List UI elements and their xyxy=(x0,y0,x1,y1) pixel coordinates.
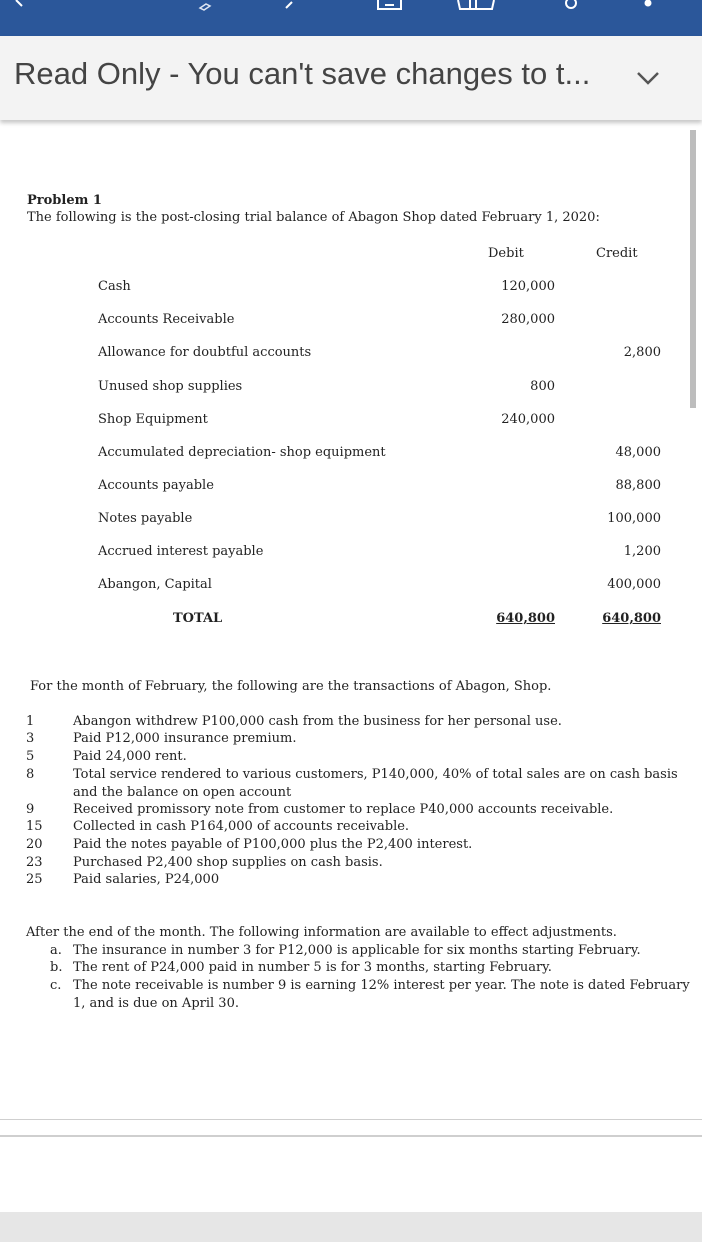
chevron-down-icon[interactable] xyxy=(634,64,662,92)
account-name: Allowance for doubtful accounts xyxy=(98,345,312,360)
debit-amount: 120,000 xyxy=(501,279,555,294)
account-name: Accumulated depreciation- shop equipment xyxy=(98,445,386,460)
credit-amount: 100,000 xyxy=(607,511,661,526)
credit-amount: 1,200 xyxy=(623,544,661,559)
total-debit: 640,800 xyxy=(496,611,555,626)
transaction-day: 23 xyxy=(26,855,43,870)
debit-amount: 280,000 xyxy=(501,312,555,327)
account-name: Unused shop supplies xyxy=(98,379,243,394)
search-icon[interactable] xyxy=(560,0,580,14)
transaction-text: Abangon withdrew P100,000 cash from the business for her personal use. xyxy=(73,714,562,729)
adjustments-intro: After the end of the month. The following information are available to effect adjustments. xyxy=(26,925,617,940)
transaction-text: Paid P12,000 insurance premium. xyxy=(73,731,297,746)
document-page xyxy=(0,120,702,1120)
account-name: Abangon, Capital xyxy=(98,577,212,592)
transaction-text: Received promissory note from customer to replace P40,000 accounts receivable. xyxy=(73,802,614,817)
total-label: TOTAL xyxy=(173,611,223,626)
page-divider xyxy=(0,1119,702,1120)
transaction-day: 25 xyxy=(26,872,43,887)
transaction-day: 15 xyxy=(26,819,43,834)
more-icon[interactable] xyxy=(638,0,658,14)
problem-intro: The following is the post-closing trial balance of Abagon Shop dated February 1, 2020: xyxy=(27,210,600,225)
debit-amount: 800 xyxy=(530,379,555,394)
read-only-message: Read Only - You can't save changes to t... xyxy=(14,56,591,91)
forward-icon[interactable] xyxy=(282,0,302,14)
document-icon[interactable] xyxy=(376,0,404,14)
book-icon[interactable] xyxy=(456,0,496,14)
transactions-intro: For the month of February, the following are the transactions of Abagon, Shop. xyxy=(30,679,552,694)
adjustment-letter: a. xyxy=(50,943,62,958)
pen-icon[interactable] xyxy=(196,0,220,14)
transaction-text: Paid 24,000 rent. xyxy=(73,749,187,764)
adjustment-letter: b. xyxy=(50,960,63,975)
transaction-day: 1 xyxy=(26,714,35,729)
account-name: Cash xyxy=(98,279,131,294)
account-name: Accrued interest payable xyxy=(98,544,264,559)
transaction-day: 3 xyxy=(26,731,35,746)
read-only-banner[interactable] xyxy=(0,36,702,120)
adjustment-text: The insurance in number 3 for P12,000 is applicable for six months starting February. xyxy=(73,943,641,958)
credit-amount: 88,800 xyxy=(615,478,661,493)
adjustment-text: 1, and is due on April 30. xyxy=(73,996,239,1011)
back-icon[interactable] xyxy=(10,0,30,14)
transaction-text: Collected in cash P164,000 of accounts receivable. xyxy=(73,819,410,834)
adjustment-text: The note receivable is number 9 is earning 12% interest per year. The note is dated February xyxy=(73,978,690,993)
credit-header: Credit xyxy=(596,246,638,261)
app-toolbar xyxy=(0,0,702,36)
transaction-day: 9 xyxy=(26,802,35,817)
transaction-day: 8 xyxy=(26,767,35,782)
account-name: Notes payable xyxy=(98,511,193,526)
debit-header: Debit xyxy=(488,246,524,261)
adjustment-letter: c. xyxy=(50,978,62,993)
credit-amount: 48,000 xyxy=(615,445,661,460)
transaction-day: 5 xyxy=(26,749,35,764)
account-name: Accounts payable xyxy=(98,478,214,493)
next-page-gap xyxy=(0,1212,702,1242)
adjustment-text: The rent of P24,000 paid in number 5 is for 3 months, starting February. xyxy=(73,960,552,975)
transaction-text: Purchased P2,400 shop supplies on cash basis. xyxy=(73,855,383,870)
account-name: Shop Equipment xyxy=(98,412,208,427)
total-credit: 640,800 xyxy=(602,611,661,626)
credit-amount: 2,800 xyxy=(623,345,661,360)
transaction-text: Paid salaries, P24,000 xyxy=(73,872,220,887)
transaction-text: Total service rendered to various customers, P140,000, 40% of total sales are on cash basis xyxy=(73,767,678,782)
debit-amount: 240,000 xyxy=(501,412,555,427)
transaction-text: and the balance on open account xyxy=(73,785,292,800)
account-name: Accounts Receivable xyxy=(98,312,235,327)
credit-amount: 400,000 xyxy=(607,577,661,592)
transaction-day: 20 xyxy=(26,837,43,852)
page-divider xyxy=(0,1135,702,1137)
transaction-text: Paid the notes payable of P100,000 plus the P2,400 interest. xyxy=(73,837,473,852)
problem-title: Problem 1 xyxy=(27,193,102,208)
